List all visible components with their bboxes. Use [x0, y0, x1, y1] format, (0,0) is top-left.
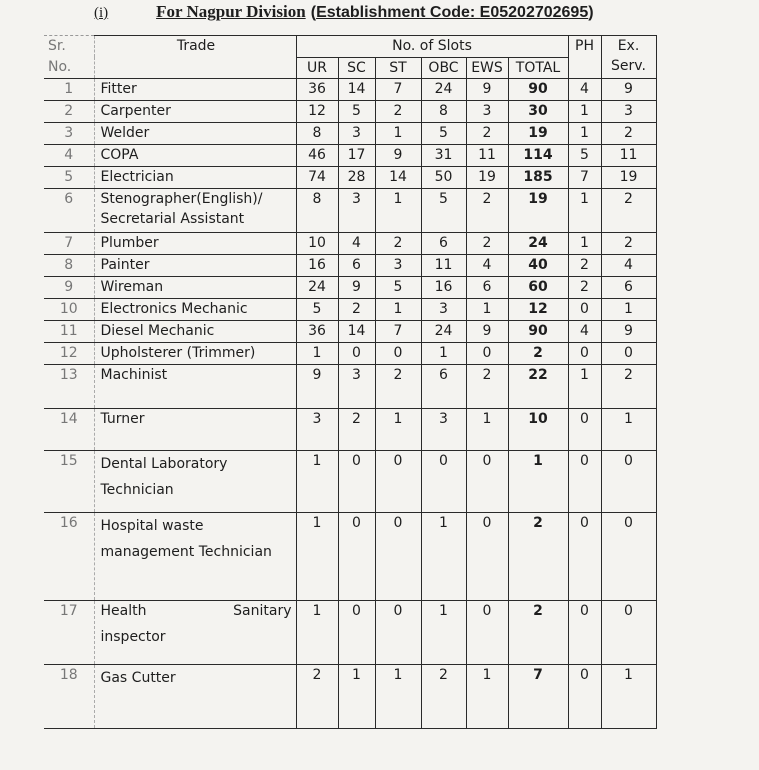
ur-cell: 1: [296, 343, 338, 365]
trade-cell: Dental Laboratory Technician: [94, 451, 296, 513]
trade-cell: Plumber: [94, 233, 296, 255]
header-ex-serv: Ex. Serv.: [601, 36, 656, 79]
trade-cell: Wireman: [94, 277, 296, 299]
table-row: [44, 665, 656, 729]
sc-cell: 14: [338, 79, 375, 101]
ur-cell: 1: [296, 451, 338, 513]
st-cell: 7: [375, 321, 421, 343]
total-cell: 185: [508, 167, 568, 189]
ews-cell: 2: [466, 123, 508, 145]
ews-cell: 2: [466, 233, 508, 255]
ur-cell: 10: [296, 233, 338, 255]
trade-cell: Carpenter: [94, 101, 296, 123]
sc-cell: 1: [338, 665, 375, 729]
obc-cell: 1: [421, 513, 466, 601]
ex-cell: 2: [601, 233, 656, 255]
ph-cell: 0: [568, 451, 601, 513]
sr-no-cell: 13: [44, 365, 94, 409]
header-ews: EWS: [466, 57, 508, 79]
ex-cell: 9: [601, 79, 656, 101]
st-cell: 7: [375, 79, 421, 101]
ph-cell: 1: [568, 365, 601, 409]
obc-cell: 16: [421, 277, 466, 299]
ews-cell: 0: [466, 451, 508, 513]
trade-cell: Welder: [94, 123, 296, 145]
table-row: [44, 321, 656, 343]
st-cell: 5: [375, 277, 421, 299]
ur-cell: 12: [296, 101, 338, 123]
sr-no-cell: 1: [44, 79, 94, 101]
sc-cell: 5: [338, 101, 375, 123]
sr-no-cell: 12: [44, 343, 94, 365]
ur-cell: 5: [296, 299, 338, 321]
header-trade: Trade: [94, 36, 296, 79]
st-cell: 2: [375, 101, 421, 123]
ex-cell: 2: [601, 189, 656, 233]
ex-cell: 0: [601, 601, 656, 665]
ph-cell: 2: [568, 255, 601, 277]
ur-cell: 24: [296, 277, 338, 299]
sr-no-cell: 17: [44, 601, 94, 665]
obc-cell: 8: [421, 101, 466, 123]
sc-cell: 9: [338, 277, 375, 299]
ews-cell: 1: [466, 665, 508, 729]
trade-cell: Fitter: [94, 79, 296, 101]
trade-cell: Hospital waste management Technician: [94, 513, 296, 601]
total-cell: 12: [508, 299, 568, 321]
ur-cell: 9: [296, 365, 338, 409]
trade-cell: Gas Cutter: [94, 665, 296, 729]
st-cell: 0: [375, 343, 421, 365]
trade-cell: Painter: [94, 255, 296, 277]
sr-no-cell: 18: [44, 665, 94, 729]
trade-cell: [94, 601, 296, 665]
table-row: [44, 167, 656, 189]
ur-cell: 16: [296, 255, 338, 277]
header-row-1: [44, 36, 656, 58]
sr-no-cell: 5: [44, 167, 94, 189]
table-row: [44, 145, 656, 167]
ph-cell: 0: [568, 343, 601, 365]
ews-cell: 9: [466, 321, 508, 343]
sc-cell: 0: [338, 601, 375, 665]
sc-cell: 3: [338, 123, 375, 145]
ph-cell: 1: [568, 123, 601, 145]
ex-cell: 2: [601, 123, 656, 145]
obc-cell: 11: [421, 255, 466, 277]
total-cell: 2: [508, 343, 568, 365]
obc-cell: 50: [421, 167, 466, 189]
ph-cell: 4: [568, 321, 601, 343]
trade-cell: COPA: [94, 145, 296, 167]
establishment-code: (Establishment Code: E05202702695): [310, 4, 594, 21]
sc-cell: 0: [338, 513, 375, 601]
table-row: [44, 255, 656, 277]
ph-cell: 1: [568, 233, 601, 255]
sr-no-cell: 4: [44, 145, 94, 167]
sc-cell: 4: [338, 233, 375, 255]
ews-cell: 0: [466, 513, 508, 601]
sr-no-cell: 3: [44, 123, 94, 145]
ex-cell: 4: [601, 255, 656, 277]
ur-cell: 2: [296, 665, 338, 729]
obc-cell: 1: [421, 343, 466, 365]
sr-no-cell: 9: [44, 277, 94, 299]
total-cell: 19: [508, 189, 568, 233]
ex-cell: 19: [601, 167, 656, 189]
trade-cell: Upholsterer (Trimmer): [94, 343, 296, 365]
ews-cell: 6: [466, 277, 508, 299]
table-row: [44, 365, 656, 409]
st-cell: 1: [375, 123, 421, 145]
ex-cell: 11: [601, 145, 656, 167]
header-obc: OBC: [421, 57, 466, 79]
st-cell: 0: [375, 601, 421, 665]
sr-no-cell: 8: [44, 255, 94, 277]
table-row: [44, 123, 656, 145]
sr-no-cell: 15: [44, 451, 94, 513]
obc-cell: 5: [421, 123, 466, 145]
ur-cell: 46: [296, 145, 338, 167]
header-st: ST: [375, 57, 421, 79]
ph-cell: 5: [568, 145, 601, 167]
ews-cell: 2: [466, 365, 508, 409]
st-cell: 14: [375, 167, 421, 189]
ex-cell: 3: [601, 101, 656, 123]
obc-cell: 31: [421, 145, 466, 167]
table-row: [44, 277, 656, 299]
total-cell: 2: [508, 601, 568, 665]
ph-cell: 7: [568, 167, 601, 189]
st-cell: 0: [375, 451, 421, 513]
ews-cell: 0: [466, 601, 508, 665]
st-cell: 1: [375, 409, 421, 451]
ur-cell: 1: [296, 513, 338, 601]
sr-no-cell: 16: [44, 513, 94, 601]
obc-cell: 2: [421, 665, 466, 729]
trade-cell: Stenographer(English)/ Secretarial Assistant: [94, 189, 296, 233]
section-number: (i): [94, 5, 109, 21]
sc-cell: 0: [338, 343, 375, 365]
total-cell: 90: [508, 321, 568, 343]
sc-cell: 17: [338, 145, 375, 167]
header-total: TOTAL: [508, 57, 568, 79]
sr-no-cell: 14: [44, 409, 94, 451]
slots-table: [44, 35, 657, 729]
total-cell: 114: [508, 145, 568, 167]
ph-cell: 0: [568, 601, 601, 665]
obc-cell: 6: [421, 233, 466, 255]
sc-cell: 3: [338, 189, 375, 233]
st-cell: 9: [375, 145, 421, 167]
ex-cell: 6: [601, 277, 656, 299]
table-row: [44, 233, 656, 255]
ph-cell: 4: [568, 79, 601, 101]
table-row: [44, 189, 656, 233]
sr-no-cell: 2: [44, 101, 94, 123]
table-row: [44, 601, 656, 665]
header-ph: PH: [568, 36, 601, 79]
ews-cell: 11: [466, 145, 508, 167]
header-ur: UR: [296, 57, 338, 79]
st-cell: 1: [375, 665, 421, 729]
ph-cell: 0: [568, 513, 601, 601]
st-cell: 0: [375, 513, 421, 601]
sc-cell: 14: [338, 321, 375, 343]
ex-cell: 0: [601, 343, 656, 365]
total-cell: 7: [508, 665, 568, 729]
trade-cell: Electronics Mechanic: [94, 299, 296, 321]
ews-cell: 2: [466, 189, 508, 233]
sc-cell: 0: [338, 451, 375, 513]
table-row: [44, 343, 656, 365]
header-sr-no: Sr. No.: [44, 36, 94, 79]
obc-cell: 3: [421, 299, 466, 321]
sr-no-cell: 7: [44, 233, 94, 255]
trade-cell: Turner: [94, 409, 296, 451]
table-row: [44, 101, 656, 123]
trade-part: Health: [100, 603, 147, 619]
ph-cell: 1: [568, 189, 601, 233]
obc-cell: 5: [421, 189, 466, 233]
ph-cell: 0: [568, 409, 601, 451]
table-row: [44, 409, 656, 451]
table-row: [44, 451, 656, 513]
ex-cell: 9: [601, 321, 656, 343]
ews-cell: 1: [466, 299, 508, 321]
ur-cell: 1: [296, 601, 338, 665]
total-cell: 19: [508, 123, 568, 145]
trade-cell: Diesel Mechanic: [94, 321, 296, 343]
ph-cell: 0: [568, 299, 601, 321]
obc-cell: 3: [421, 409, 466, 451]
ur-cell: 3: [296, 409, 338, 451]
total-cell: 24: [508, 233, 568, 255]
ews-cell: 1: [466, 409, 508, 451]
total-cell: 90: [508, 79, 568, 101]
trade-cell: Machinist: [94, 365, 296, 409]
total-cell: 2: [508, 513, 568, 601]
header-no-of-slots: No. of Slots: [296, 36, 568, 58]
sr-no-cell: 11: [44, 321, 94, 343]
sc-cell: 2: [338, 409, 375, 451]
ph-cell: 2: [568, 277, 601, 299]
ews-cell: 0: [466, 343, 508, 365]
total-cell: 60: [508, 277, 568, 299]
trade-part: inspector: [100, 629, 166, 645]
ex-cell: 1: [601, 665, 656, 729]
sc-cell: 2: [338, 299, 375, 321]
division-title: For Nagpur Division: [156, 2, 306, 21]
obc-cell: 0: [421, 451, 466, 513]
obc-cell: 24: [421, 79, 466, 101]
trade-cell: Electrician: [94, 167, 296, 189]
header-sc: SC: [338, 57, 375, 79]
ur-cell: 8: [296, 189, 338, 233]
ur-cell: 36: [296, 79, 338, 101]
ews-cell: 19: [466, 167, 508, 189]
st-cell: 3: [375, 255, 421, 277]
ur-cell: 74: [296, 167, 338, 189]
ex-cell: 2: [601, 365, 656, 409]
sc-cell: 3: [338, 365, 375, 409]
sc-cell: 6: [338, 255, 375, 277]
st-cell: 2: [375, 365, 421, 409]
ur-cell: 8: [296, 123, 338, 145]
sr-no-cell: 6: [44, 189, 94, 233]
ur-cell: 36: [296, 321, 338, 343]
obc-cell: 6: [421, 365, 466, 409]
ews-cell: 9: [466, 79, 508, 101]
ex-cell: 0: [601, 513, 656, 601]
table-row: [44, 79, 656, 101]
ews-cell: 4: [466, 255, 508, 277]
section-heading: [94, 2, 594, 22]
table-row: [44, 513, 656, 601]
ex-cell: 1: [601, 299, 656, 321]
ph-cell: 0: [568, 665, 601, 729]
st-cell: 1: [375, 299, 421, 321]
total-cell: 1: [508, 451, 568, 513]
trade-part: Sanitary: [233, 603, 292, 619]
sr-no-cell: 10: [44, 299, 94, 321]
obc-cell: 24: [421, 321, 466, 343]
sc-cell: 28: [338, 167, 375, 189]
total-cell: 40: [508, 255, 568, 277]
ph-cell: 1: [568, 101, 601, 123]
st-cell: 2: [375, 233, 421, 255]
obc-cell: 1: [421, 601, 466, 665]
total-cell: 10: [508, 409, 568, 451]
table-row: [44, 299, 656, 321]
ex-cell: 1: [601, 409, 656, 451]
ex-cell: 0: [601, 451, 656, 513]
st-cell: 1: [375, 189, 421, 233]
total-cell: 30: [508, 101, 568, 123]
ews-cell: 3: [466, 101, 508, 123]
total-cell: 22: [508, 365, 568, 409]
